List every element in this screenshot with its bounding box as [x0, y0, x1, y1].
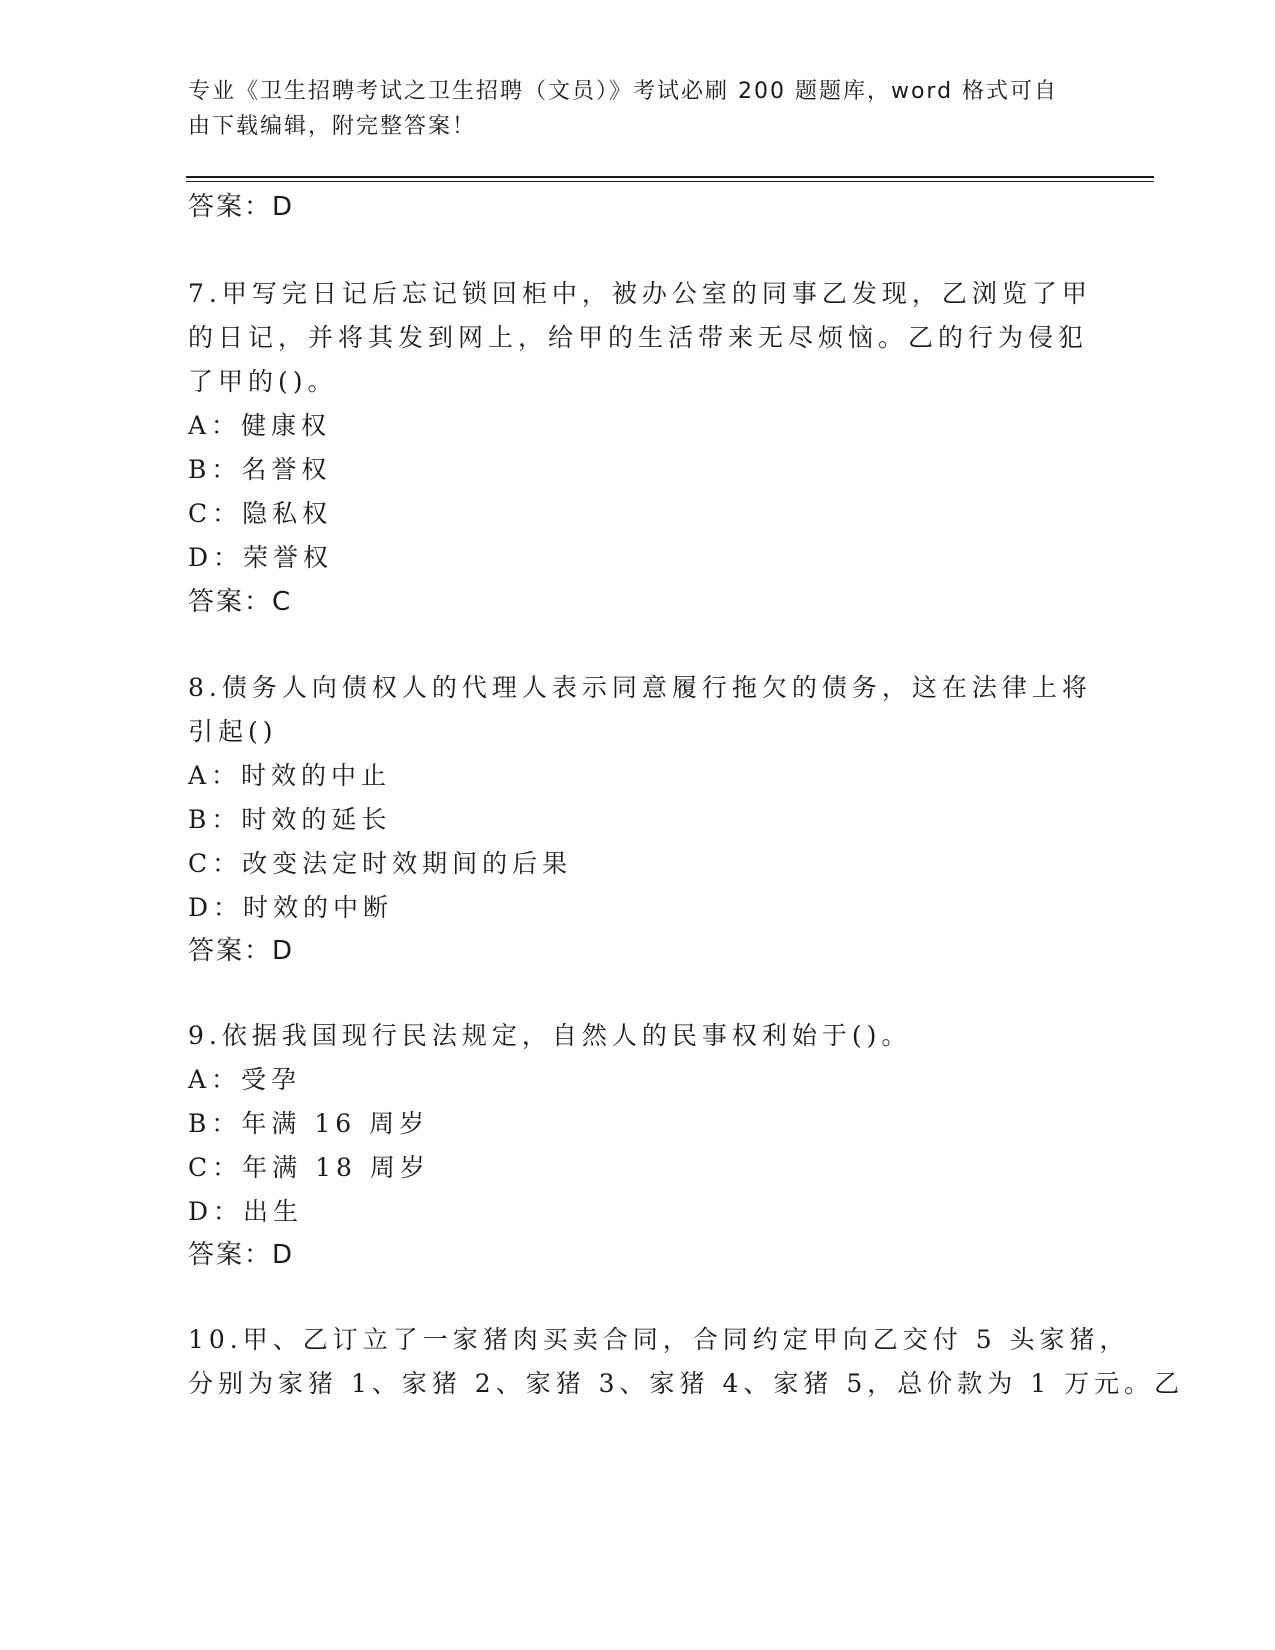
- q7-stem-line-2: 的日记，并将其发到网上，给甲的生活带来无尽烦恼。乙的行为侵犯: [188, 323, 1089, 352]
- q7-option-d: D：荣誉权: [188, 543, 334, 572]
- q8-option-c: C：改变法定时效期间的后果: [188, 849, 573, 878]
- q8-option-d: D：时效的中断: [188, 893, 394, 922]
- q8-option-b: B：时效的延长: [188, 805, 392, 834]
- q7-option-c: C：隐私权: [188, 499, 333, 528]
- q9-stem-line-1: 9.依据我国现行民法规定，自然人的民事权利始于()。: [188, 1021, 912, 1050]
- header-divider-thin: [186, 181, 1154, 182]
- q6-answer: 答案：D: [188, 192, 295, 222]
- q8-answer: 答案：D: [188, 936, 295, 966]
- q7-option-a: A：健康权: [188, 411, 332, 440]
- q7-answer: 答案：C: [188, 587, 293, 617]
- q8-stem-line-1: 8.债务人向债权人的代理人表示同意履行拖欠的债务，这在法律上将: [188, 673, 1092, 702]
- q10-stem-line-1: 10.甲、乙订立了一家猪肉买卖合同，合同约定甲向乙交付 5 头家猪，: [188, 1325, 1130, 1354]
- q9-option-c: C：年满 18 周岁: [188, 1153, 430, 1182]
- q9-option-a: A：受孕: [188, 1065, 302, 1094]
- q7-stem-line-1: 7.甲写完日记后忘记锁回柜中，被办公室的同事乙发现，乙浏览了甲: [188, 279, 1092, 308]
- q8-stem-line-2: 引起(): [188, 717, 278, 746]
- document-header: [188, 74, 1068, 144]
- q9-option-d: D：出生: [188, 1197, 304, 1226]
- q8-option-a: A：时效的中止: [188, 761, 392, 790]
- q9-answer: 答案：D: [188, 1240, 295, 1270]
- header-line-1: 专业《卫生招聘考试之卫生招聘（文员）》考试必刷 200 题题库，word 格式可自: [188, 79, 1059, 104]
- q10-stem-line-2: 分别为家猪 1、家猪 2、家猪 3、家猪 4、家猪 5，总价款为 1 万元。乙: [188, 1369, 1185, 1398]
- q7-option-b: B：名誉权: [188, 455, 332, 484]
- header-divider-thick: [186, 176, 1154, 178]
- q7-stem-line-3: 了甲的()。: [188, 367, 338, 396]
- q9-option-b: B：年满 16 周岁: [188, 1109, 430, 1138]
- header-line-2: 由下载编辑，附完整答案！: [188, 114, 477, 139]
